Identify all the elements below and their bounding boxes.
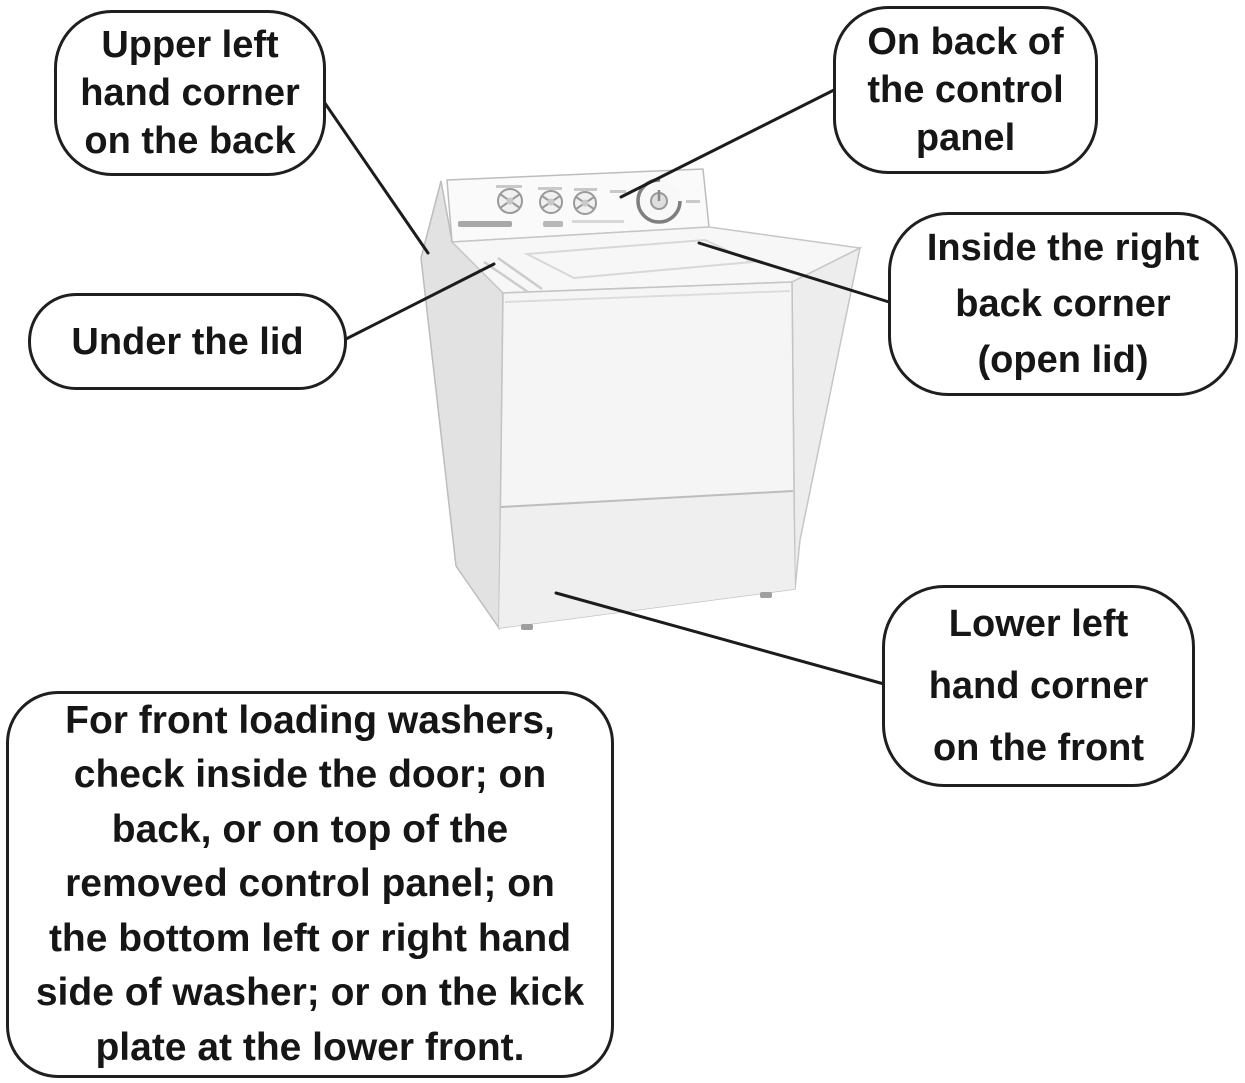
note-text-line: back, or on top of the <box>111 807 509 851</box>
note-text-line: check inside the door; on <box>73 753 547 797</box>
note-text-line: side of washer; or on the kick <box>35 971 585 1015</box>
callout-text-line: on the back <box>84 120 296 162</box>
callout-lower-left-front <box>882 585 1195 787</box>
connector-lower-left-front <box>556 593 884 684</box>
callout-text-line: back corner <box>955 283 1171 325</box>
callout-text-line: Inside the right <box>926 227 1200 269</box>
note-text-line: For front loading washers, <box>65 698 555 742</box>
note-front-loading-washers <box>6 691 614 1078</box>
callout-text-line: On back of <box>867 21 1064 63</box>
callout-text-line: the control <box>867 69 1064 111</box>
washer-kick-plate <box>499 491 795 628</box>
callout-text-line: panel <box>915 117 1016 159</box>
connector-upper-left-back <box>320 96 428 253</box>
callout-upper-left-back <box>54 10 326 176</box>
callout-under-lid <box>28 293 347 390</box>
callout-text-line: Upper left <box>101 24 279 66</box>
washer-right-side-panel <box>792 248 860 589</box>
callout-inside-right-back <box>888 212 1238 396</box>
note-text-line: plate at the lower front. <box>95 1025 525 1069</box>
control-dial <box>498 189 522 213</box>
washer-body <box>421 169 860 630</box>
control-dial <box>574 192 596 214</box>
control-dial <box>540 191 562 213</box>
callout-text-line: hand corner <box>80 72 300 114</box>
callout-back-of-control-panel <box>833 6 1098 174</box>
note-text-line: removed control panel; on <box>65 862 555 906</box>
note-text-line: the bottom left or right hand <box>48 916 572 960</box>
leveling-foot <box>521 624 533 630</box>
callout-text-line: Lower left <box>948 603 1129 645</box>
callout-text-line: hand corner <box>928 665 1149 707</box>
callout-text-line: Under the lid <box>71 320 304 363</box>
callout-text-line: on the front <box>932 727 1145 769</box>
connector-back-of-control-panel <box>621 90 834 197</box>
callout-text-line: (open lid) <box>977 339 1149 381</box>
leveling-foot <box>760 592 772 598</box>
